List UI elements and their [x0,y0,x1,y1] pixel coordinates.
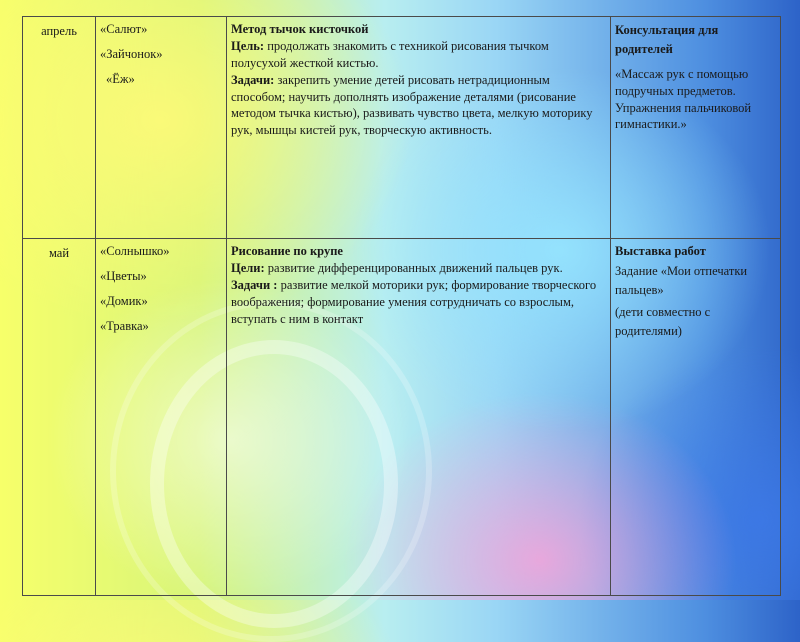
month-cell [23,239,96,596]
parents-work-cell [611,239,781,596]
goal-text: развитие дифференцированных движений пальцев рук. [264,260,563,275]
method-title: Метод тычок кисточкой [231,22,369,36]
work-title: Выставка работ [615,244,706,258]
tasks-text: закрепить умение детей рисовать нетрадиционным способом; научить дополнять изображение деталями (рисование методом тычка кистью), развивать чувство цвета, мелкую моторику рук, мышцы кистей рук, творческую активность. [231,72,593,138]
tasks-label: Задачи : [231,277,278,292]
method-cell [227,17,611,239]
activity-title: «Зайчонок» [100,46,163,61]
month-cell [23,17,96,239]
table-row-april [23,17,781,239]
goal-label: Цели: [231,260,265,275]
table-row-may [23,239,781,596]
activity-title: «Солнышко» [100,244,170,258]
tasks-text: развитие мелкой моторики рук; формирование творческого воображения; формирование умения сотрудничать со взрослым, вступать с ним в контакт [231,277,597,326]
activity-title: «Травка» [100,318,149,333]
work-title: Консультация для родителей [615,23,719,57]
work-text: Задание «Мои отпечатки пальцев» [615,263,748,297]
month-label: май [48,246,70,260]
activity-title: «Домик» [100,293,148,308]
activity-title: «Ёж» [106,71,135,86]
titles-cell [96,17,227,239]
method-title: Рисование по крупе [231,244,343,258]
activity-title: «Цветы» [100,268,147,283]
tasks-label: Задачи: [231,72,275,87]
method-cell [227,239,611,596]
work-text: (дети совместно с родителями) [615,305,711,339]
parents-work-cell [611,17,781,239]
plan-table [22,16,781,596]
goal-label: Цель: [231,38,265,53]
work-text: «Массаж рук с помощью подручных предметов. Упражнения пальчиковой гимнастики.» [615,66,752,132]
goal-text: продолжать знакомить с техникой рисования тычком полусухой жесткой кистью. [231,38,549,70]
titles-cell [96,239,227,596]
activity-title: «Салют» [100,22,148,36]
month-label: апрель [41,24,77,38]
